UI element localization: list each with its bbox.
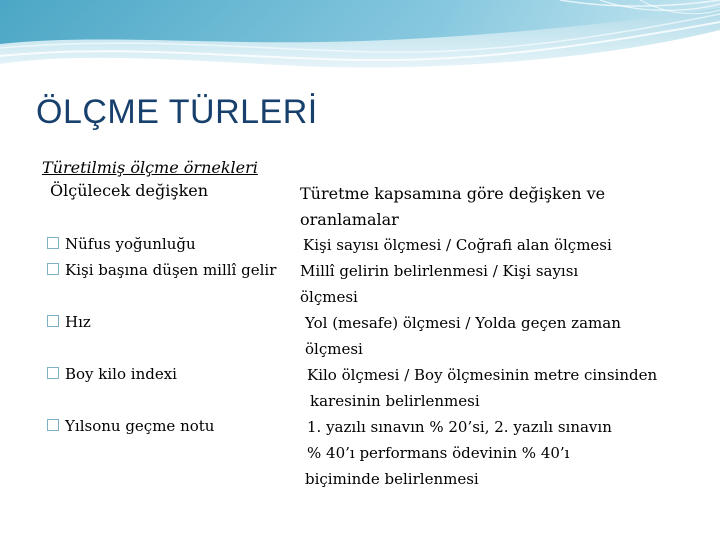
description-line: ölçmesi: [305, 340, 363, 358]
right-header-line: Türetme kapsamına göre değişken ve: [300, 184, 606, 203]
description-line: biçiminde belirlenmesi: [305, 470, 479, 488]
header-wave-banner: [0, 0, 720, 80]
bullet-box-icon: [47, 419, 59, 431]
bullet-box-icon: [47, 367, 59, 379]
right-header-line: oranlamalar: [300, 210, 399, 229]
slide-subtitle: Türetilmiş ölçme örnekleri: [42, 158, 258, 177]
description-line: Millî gelirin belirlenmesi / Kişi sayısı: [300, 262, 579, 280]
bullet-box-icon: [47, 237, 59, 249]
left-column-header: Ölçülecek değişken: [50, 181, 209, 200]
row-description: [300, 258, 578, 310]
description-line: Yol (mesafe) ölçmesi / Yolda geçen zaman: [305, 314, 621, 332]
list-item: [47, 313, 91, 331]
bullet-box-icon: [47, 263, 59, 275]
list-item: [47, 417, 214, 435]
description-line: ölçmesi: [300, 288, 358, 306]
row-description: [307, 362, 657, 414]
right-column-header: [300, 181, 660, 233]
list-item: [47, 235, 196, 253]
row-description: [305, 414, 612, 492]
variable-label: Yılsonu geçme notu: [65, 417, 215, 435]
list-item: [47, 365, 177, 383]
description-line: % 40’ı performans ödevinin % 40’ı: [307, 444, 570, 462]
description-line: 1. yazılı sınavın % 20’si, 2. yazılı sınavın: [307, 418, 612, 436]
list-item: [47, 261, 276, 279]
row-description: [303, 232, 612, 258]
row-description: [305, 310, 621, 362]
variable-label: Kişi başına düşen millî gelir: [65, 261, 277, 279]
bullet-box-icon: [47, 315, 59, 327]
variable-label: Nüfus yoğunluğu: [65, 235, 196, 253]
description-line: Kişi sayısı ölçmesi / Coğrafi alan ölçmesi: [303, 236, 612, 254]
variable-label: Boy kilo indexi: [65, 365, 177, 383]
variable-label: Hız: [65, 313, 91, 331]
description-line: karesinin belirlenmesi: [310, 392, 480, 410]
slide-title: ÖLÇME TÜRLERİ: [36, 93, 318, 131]
description-line: Kilo ölçmesi / Boy ölçmesinin metre cinsinden: [307, 366, 658, 384]
